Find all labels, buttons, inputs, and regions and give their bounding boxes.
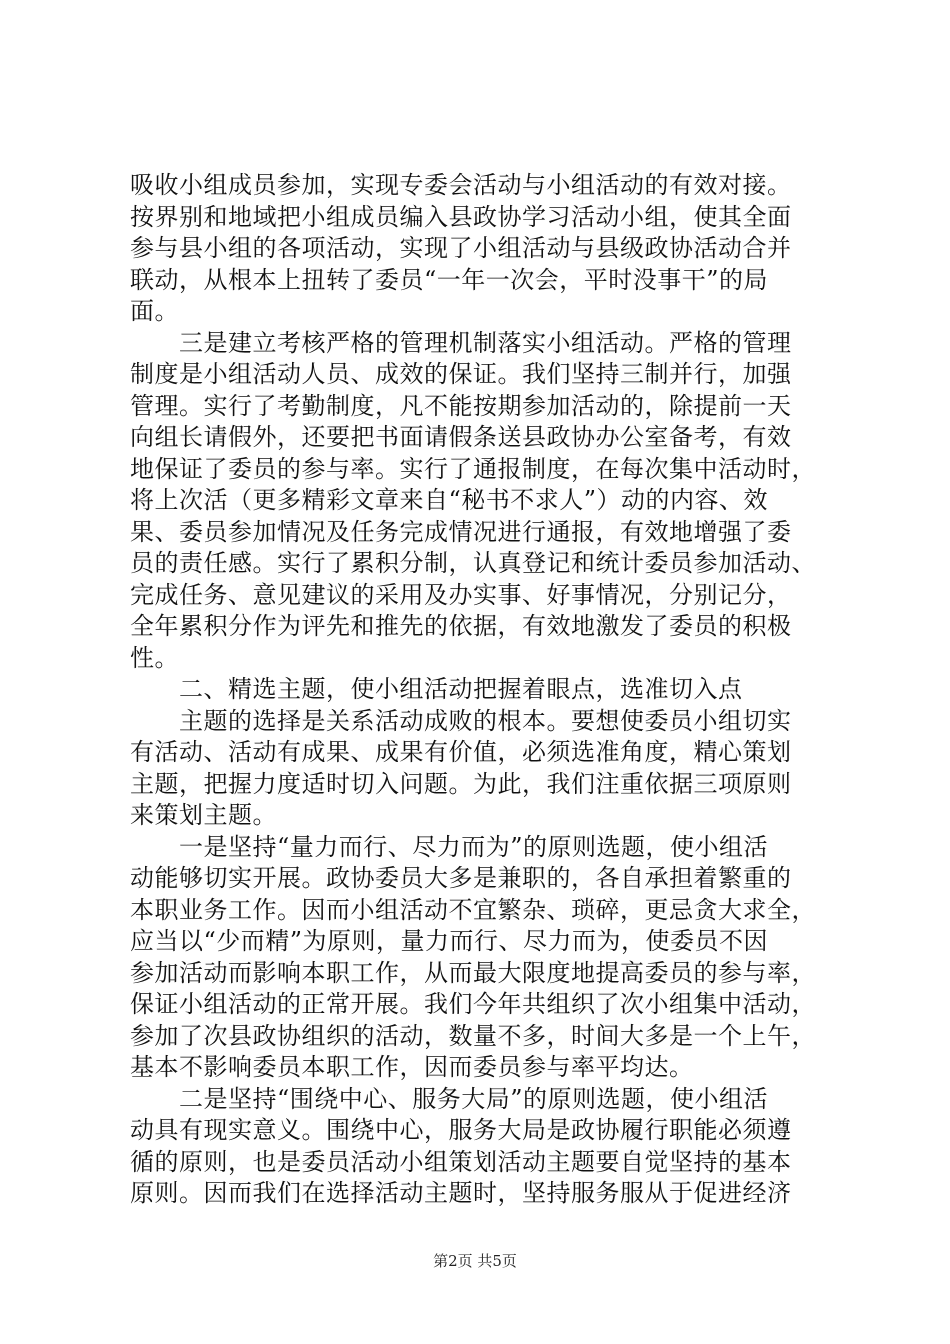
page-footer: 第2页 共5页 xyxy=(433,1252,517,1270)
text-line: 参加了次县政协组织的活动，数量不多，时间大多是一个上午， xyxy=(130,1021,816,1050)
text-line: 面。 xyxy=(130,297,179,325)
text-line: 员的责任感。实行了累积分制，认真登记和统计委员参加活动、 xyxy=(130,549,816,577)
text-line: 原则。因而我们在选择活动主题时，坚持服务服从于促进经济 xyxy=(130,1179,792,1207)
text-line: 应当以“少而精”为原则，量力而行、尽力而为，使委员不因 xyxy=(130,927,769,955)
text-line: 有活动、活动有成果、成果有价值，必须选准角度，精心策划 xyxy=(130,738,792,766)
text-line: 地保证了委员的参与率。实行了通报制度，在每次集中活动时， xyxy=(130,454,816,483)
text-line: 三是建立考核严格的管理机制落实小组活动。严格的管理 xyxy=(130,328,792,357)
text-line: 动能够切实开展。政协委员大多是兼职的，各自承担着繁重的 xyxy=(130,864,792,892)
text-line: 循的原则，也是委员活动小组策划活动主题要自觉坚持的基本 xyxy=(130,1147,792,1176)
text-line: 将上次活（更多精彩文章来自“秘书不求人”）动的内容、效 xyxy=(130,486,769,514)
text-line: 参与县小组的各项活动，实现了小组活动与县级政协活动合并 xyxy=(130,234,792,262)
text-line: 制度是小组活动人员、成效的保证。我们坚持三制并行，加强 xyxy=(130,360,792,388)
text-line: 管理。实行了考勤制度，凡不能按期参加活动的，除提前一天 xyxy=(130,391,792,420)
body-text xyxy=(130,170,830,1210)
text-line: 主题，把握力度适时切入问题。为此，我们注重依据三项原则 xyxy=(130,769,792,798)
text-line: 二是坚持“围绕中心、服务大局”的原则选题，使小组活 xyxy=(130,1084,769,1113)
text-line: 全年累积分作为评先和推先的依据，有效地激发了委员的积极 xyxy=(130,612,792,640)
text-line: 基本不影响委员本职工作，因而委员参与率平均达。 xyxy=(130,1053,694,1081)
text-line: 本职业务工作。因而小组活动不宜繁杂、琐碎，更忌贪大求全， xyxy=(130,895,816,924)
text-line: 来策划主题。 xyxy=(130,801,277,829)
text-line: 主题的选择是关系活动成败的根本。要想使委员小组切实 xyxy=(130,706,792,735)
text-line: 一是坚持“量力而行、尽力而为”的原则选题，使小组活 xyxy=(130,832,769,861)
text-line: 联动，从根本上扭转了委员“一年一次会，平时没事干”的局 xyxy=(130,265,769,294)
text-line: 果、委员参加情况及任务完成情况进行通报，有效地增强了委 xyxy=(130,517,792,546)
text-line: 吸收小组成员参加，实现专委会活动与小组活动的有效对接。 xyxy=(130,171,792,199)
text-line: 完成任务、意见建议的采用及办实事、好事情况，分别记分， xyxy=(130,580,792,609)
text-line: 向组长请假外，还要把书面请假条送县政协办公室备考，有效 xyxy=(130,423,792,451)
text-line: 按界别和地域把小组成员编入县政协学习活动小组，使其全面 xyxy=(130,202,792,231)
text-line: 保证小组活动的正常开展。我们今年共组织了次小组集中活动， xyxy=(130,990,816,1018)
text-line: 性。 xyxy=(130,643,179,672)
text-line: 参加活动而影响本职工作，从而最大限度地提高委员的参与率， xyxy=(130,958,816,987)
section-heading: 二、精选主题，使小组活动把握着眼点，选准切入点 xyxy=(130,675,743,703)
text-line: 动具有现实意义。围绕中心，服务大局是政协履行职能必须遵 xyxy=(130,1116,792,1144)
